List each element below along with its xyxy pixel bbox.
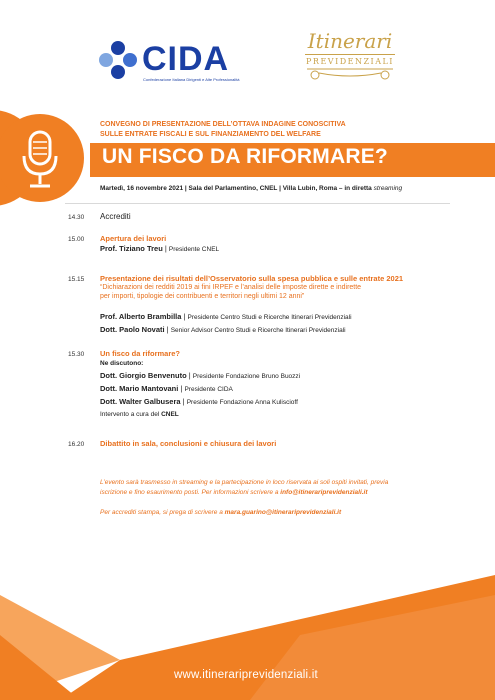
ne-discutono bbox=[100, 358, 480, 370]
intervento bbox=[100, 409, 480, 421]
presentazione-title: Presentazione dei risultati dell’Osservatorio sulla spesa pubblica e sulle entrate 2021 bbox=[100, 274, 404, 283]
streaming-note bbox=[100, 478, 460, 498]
speaker-name: Dott. Giorgio Benvenuto bbox=[100, 371, 187, 380]
event-info bbox=[100, 185, 402, 192]
note-line-2 bbox=[100, 488, 460, 498]
cida-logo bbox=[96, 36, 240, 86]
speaker-name: Dott. Paolo Novati bbox=[100, 325, 165, 334]
time-1430: 14.30 bbox=[68, 214, 85, 221]
press-note bbox=[100, 508, 460, 518]
apertura-block bbox=[100, 234, 480, 256]
logo-rule-icon bbox=[305, 53, 395, 56]
speaker-novati: Dott. Paolo Novati | Senior Advisor Centro Studi e Ricerche Itinerari Previdenziali bbox=[100, 325, 346, 334]
speaker-role: Presidente Centro Studi e Ricerche Itinerari Previdenziali bbox=[187, 314, 352, 321]
subtitle-line-1: CONVEGNO DI PRESENTAZIONE DELL’OTTAVA INDAGINE CONOSCITIVA bbox=[100, 121, 346, 128]
speaker-name: Dott. Mario Mantovani bbox=[100, 384, 179, 393]
speaker-role: Senior Advisor Centro Studi e Ricerche Itinerari Previdenziali bbox=[170, 327, 346, 334]
page-title: UN FISCO DA RIFORMARE? bbox=[102, 145, 388, 168]
event-info-text: Martedì, 16 novembre 2021 | Sala del Parlamentino, CNEL | Villa Lubin, Roma – in diretta bbox=[100, 185, 374, 192]
quote-line-1: “Dichiarazioni dei redditi 2019 ai fini IRPEF e l’analisi delle imposte dirette e indirette bbox=[100, 284, 362, 291]
dibattito-title: Dibattito in sala, conclusioni e chiusura dei lavori bbox=[100, 439, 277, 448]
info-email-link[interactable]: info@itinerariprevidenziali.it bbox=[280, 489, 368, 496]
cida-wordmark: CIDA bbox=[142, 40, 230, 78]
time-1500: 15.00 bbox=[68, 236, 85, 243]
divider bbox=[65, 203, 450, 204]
footer-decoration bbox=[0, 575, 495, 700]
speaker-role: Presidente CNEL bbox=[168, 246, 220, 253]
intervento-text: Intervento a cura del bbox=[100, 411, 162, 418]
event-info-streaming: streaming bbox=[373, 185, 403, 192]
logos-bar bbox=[0, 22, 495, 92]
previdenziali-wordmark: PREVIDENZIALI bbox=[306, 57, 394, 66]
speaker-name: Prof. Tiziano Treu bbox=[100, 244, 163, 253]
fisco-title: Un fisco da riformare? bbox=[100, 349, 181, 358]
cida-emblem-icon bbox=[96, 38, 140, 82]
apertura-title: Apertura dei lavori bbox=[100, 234, 167, 243]
speaker-name: Dott. Walter Galbusera bbox=[100, 397, 181, 406]
time-1515: 15.15 bbox=[68, 276, 85, 283]
website-link[interactable]: www.itinerariprevidenziali.it bbox=[174, 669, 318, 681]
press-email-link[interactable]: mara.guarino@itinerariprevidenziali.it bbox=[224, 509, 342, 516]
speaker-mantovani: Dott. Mario Mantovani | Presidente CIDA bbox=[100, 384, 233, 393]
speaker-role: Presidente Fondazione Bruno Buozzi bbox=[192, 373, 301, 380]
subtitle-line-2: SULLE ENTRATE FISCALI E SUL FINANZIAMENTO DEL WELFARE bbox=[100, 131, 321, 138]
accrediti: Accrediti bbox=[100, 212, 131, 221]
speaker-treu: Prof. Tiziano Treu | Presidente CNEL bbox=[100, 244, 220, 253]
column-capital-icon bbox=[305, 67, 395, 81]
speaker-name: Prof. Alberto Brambilla bbox=[100, 312, 182, 321]
time-1620: 16.20 bbox=[68, 441, 85, 448]
quote-line-2: per importi, tipologie dei contribuenti e territori negli ultimi 12 anni” bbox=[100, 293, 305, 300]
presentazione-block bbox=[100, 274, 480, 337]
intervento-cnel: CNEL bbox=[161, 411, 179, 418]
itinerari-wordmark: Itinerari bbox=[307, 29, 393, 53]
speaker-benvenuto: Dott. Giorgio Benvenuto | Presidente Fondazione Bruno Buozzi bbox=[100, 371, 301, 380]
conference-subtitle bbox=[100, 120, 346, 140]
itinerari-logo bbox=[300, 30, 400, 90]
press-note-text: Per accrediti stampa, si prega di scrivere a bbox=[100, 509, 225, 516]
ne-discutono-label: Ne discutono: bbox=[100, 360, 144, 367]
speaker-role: Presidente CIDA bbox=[184, 386, 233, 393]
cida-subtitle: Confederazione Italiana Dirigenti e Alte Professionalità bbox=[143, 77, 240, 82]
speaker-galbusera: Dott. Walter Galbusera | Presidente Fondazione Anna Kuliscioff bbox=[100, 397, 298, 406]
speaker-role: Presidente Fondazione Anna Kuliscioff bbox=[186, 399, 298, 406]
time-1530: 15.30 bbox=[68, 351, 85, 358]
note-line-2-text: iscrizione e fino esaurimento posti. Per informazioni scrivere a bbox=[100, 489, 281, 496]
note-line-1: L’evento sarà trasmesso in streaming e la partecipazione in loco riservata ai soli ospiti invitati, previa bbox=[100, 479, 389, 486]
microphone-icon bbox=[0, 110, 96, 206]
speaker-brambilla: Prof. Alberto Brambilla | Presidente Centro Studi e Ricerche Itinerari Previdenziali bbox=[100, 312, 352, 321]
fisco-block bbox=[100, 349, 480, 421]
